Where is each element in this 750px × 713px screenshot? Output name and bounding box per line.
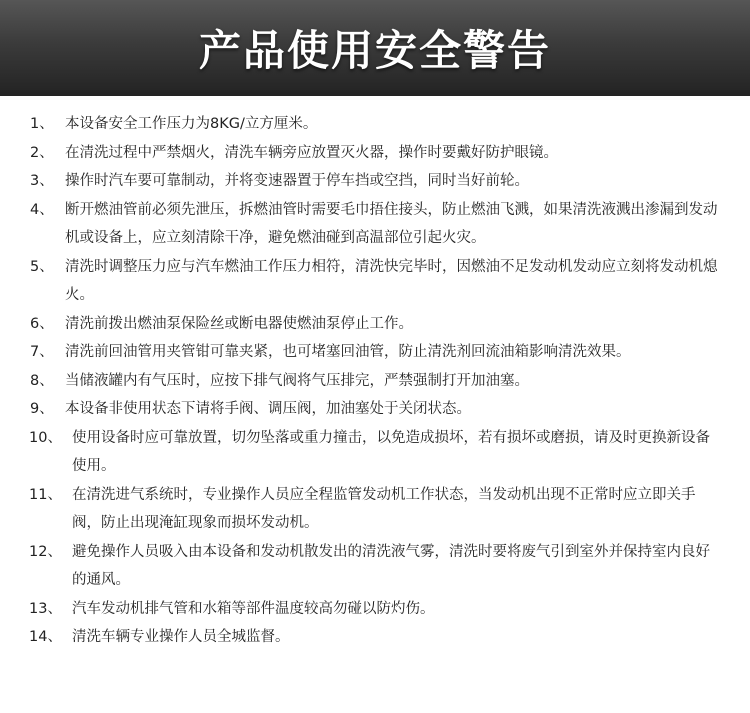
list-item (0, 338, 750, 367)
item-number: 8、 (30, 372, 54, 389)
list-item (0, 623, 750, 652)
item-number: 11、 (29, 486, 62, 503)
list-item (0, 481, 750, 538)
list-item (0, 253, 750, 310)
item-text: 本设备非使用状态下请将手阀、调压阀，加油塞处于关闭状态。 (65, 401, 471, 417)
item-number: 5、 (30, 258, 54, 275)
item-text: 当储液罐内有气压时，应按下排气阀将气压排完，严禁强制打开加油塞。 (65, 372, 529, 389)
item-text: 避免操作人员吸入由本设备和发动机散发出的清洗液气雾，清洗时要将废气引到室外并保持室内良好的通风。 (72, 543, 710, 588)
item-number: 7、 (30, 344, 54, 360)
list-item (0, 167, 750, 196)
item-number: 12、 (29, 543, 62, 560)
list-item (0, 196, 750, 253)
item-text: 断开燃油管前必须先泄压，拆燃油管时需要毛巾捂住接头，防止燃油飞溅，如果清洗液溅出渗漏到发动机或设备上，应立刻清除干净，避免燃油碰到高温部位引起火灾。 (65, 201, 718, 246)
item-text: 在清洗进气系统时，专业操作人员应全程监管发动机工作状态，当发动机出现不正常时应立即关手阀，防止出现淹缸现象而损坏发动机。 (72, 486, 696, 531)
item-number: 13、 (29, 600, 62, 617)
list-item (0, 310, 750, 339)
list-item (0, 367, 750, 396)
item-text: 清洗前回油管用夹管钳可靠夹紧，也可堵塞回油管，防止清洗剂回流油箱影响清洗效果。 (65, 344, 631, 360)
item-number: 1、 (30, 116, 54, 132)
item-number: 14、 (29, 629, 62, 645)
list-item (0, 139, 750, 168)
list-item (0, 595, 750, 624)
item-number: 10、 (29, 429, 62, 446)
item-text: 本设备安全工作压力为8KG/立方厘米。 (65, 116, 318, 132)
item-text: 汽车发动机排气管和水箱等部件温度较高勿碰以防灼伤。 (72, 600, 435, 617)
item-number: 2、 (30, 144, 54, 161)
list-item (0, 395, 750, 424)
item-text: 清洗时调整压力应与汽车燃油工作压力相符，清洗快完毕时，因燃油不足发动机发动应立刻将发动机熄火。 (65, 258, 718, 303)
item-text: 在清洗过程中严禁烟火，清洗车辆旁应放置灭火器，操作时要戴好防护眼镜。 (65, 144, 558, 161)
header-banner (0, 0, 750, 96)
list-item (0, 538, 750, 595)
page-title: 产品使用安全警告 (198, 26, 551, 75)
item-text: 使用设备时应可靠放置，切勿坠落或重力撞击，以免造成损坏，若有损坏或磨损，请及时更换新设备使用。 (72, 429, 710, 474)
list-item (0, 110, 750, 139)
item-text: 清洗前拨出燃油泵保险丝或断电器使燃油泵停止工作。 (65, 315, 413, 332)
item-number: 4、 (30, 201, 54, 218)
item-number: 3、 (30, 173, 54, 189)
item-text: 操作时汽车要可靠制动，并将变速器置于停车挡或空挡，同时当好前轮。 (65, 173, 529, 189)
item-text: 清洗车辆专业操作人员全城监督。 (72, 629, 290, 645)
item-number: 9、 (30, 401, 54, 417)
item-number: 6、 (30, 315, 54, 332)
warning-list (0, 96, 750, 652)
list-item (0, 424, 750, 481)
